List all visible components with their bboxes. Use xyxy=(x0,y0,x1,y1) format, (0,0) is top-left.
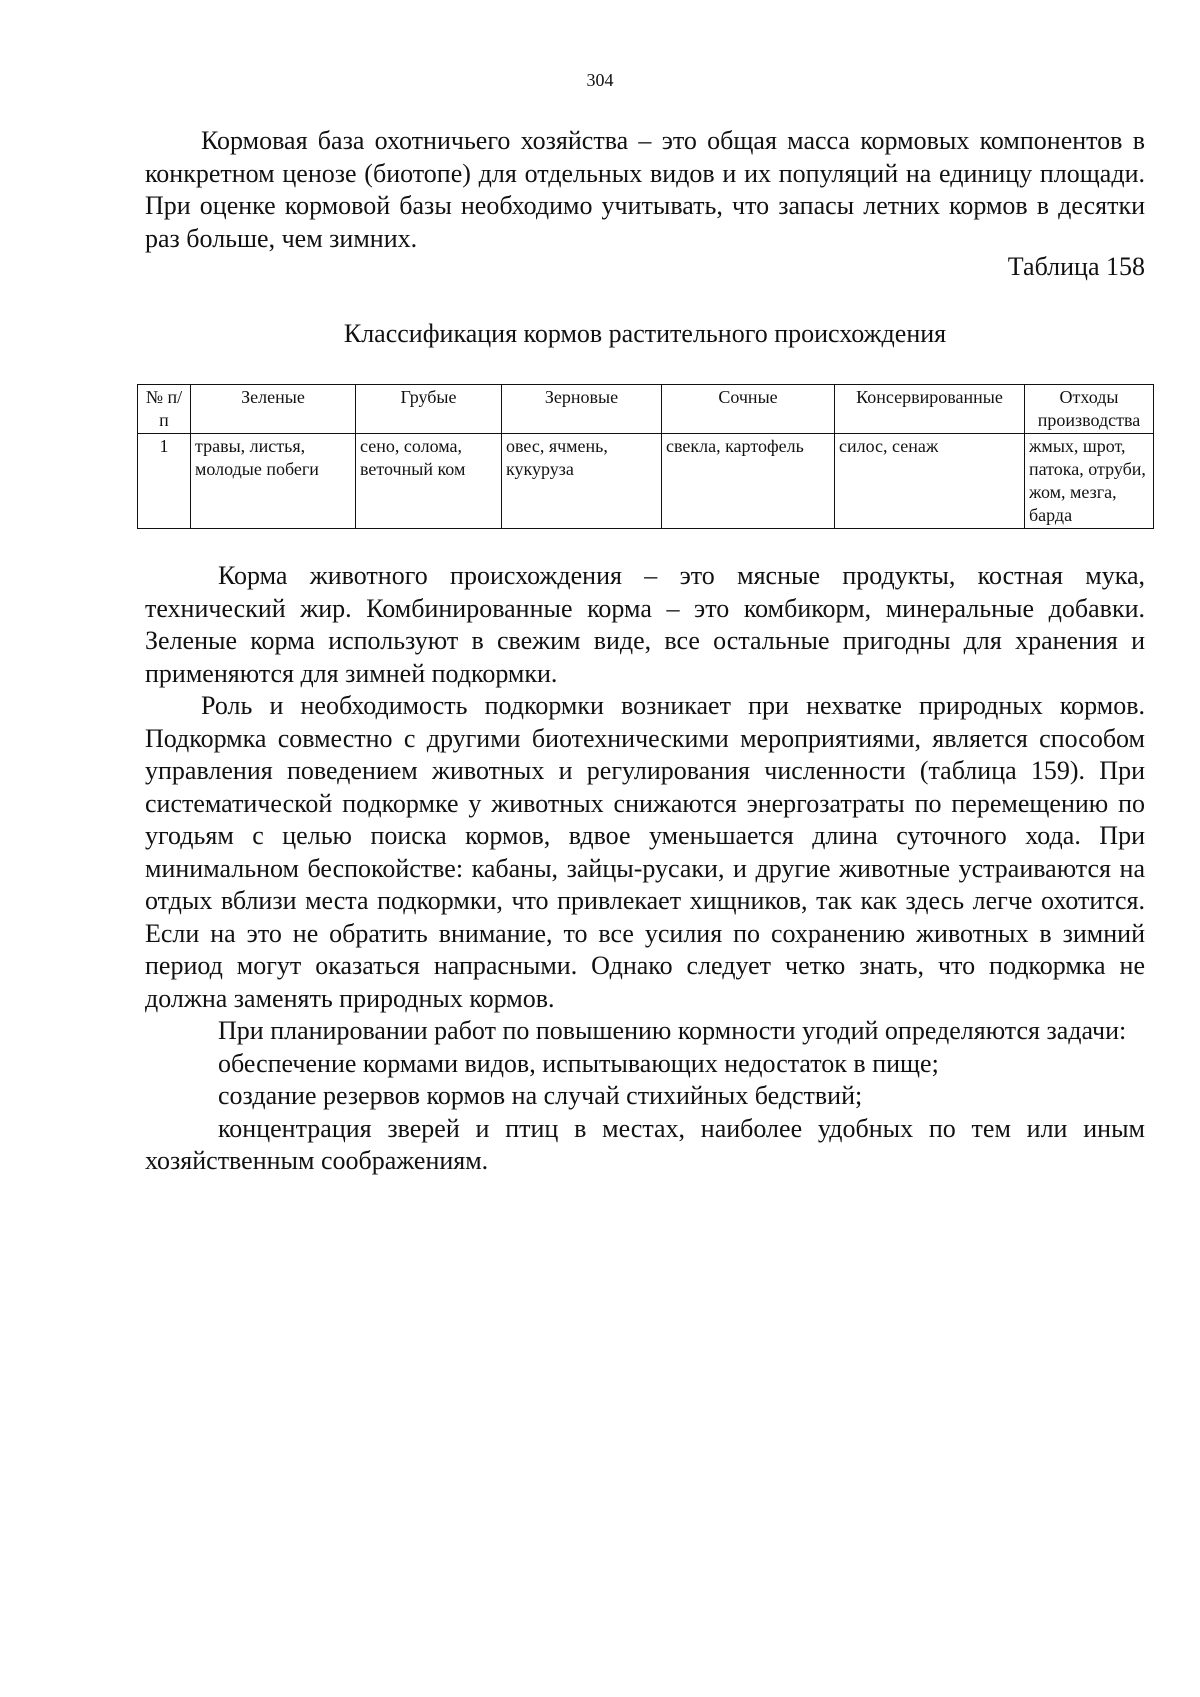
body-paragraph: Роль и необходимость подкормки возникает при нехватке природных кормов. Подкормка совместно с другими биотехническими мероприятиями, является способом управления поведением животных и регулирования численности (таблица 159). При систематической подкормке у животных снижаются энергозатраты по перемещению по угодьям с целью поиска кормов, вдвое уменьшается длина суточного хода. При минимальном беспокойстве: кабаны, зайцы-русаки, и другие животные устраиваются на отдых вблизи места подкормки, что привлекает хищников, так как здесь легче охотится. Если на это не обратить внимание, то все усилия по сохранению животных в зимний период могут оказаться напрасными. Однако следует четко знать, что подкормка не должна заменять природных кормов. xyxy=(145,691,1145,1013)
table-title: Классификация кормов растительного происхождения xyxy=(343,319,947,348)
table-header-cell: Зерновые xyxy=(502,385,662,434)
task-list-item: концентрация зверей и птиц в местах, наиболее удобных по тем или иным хозяйственным соображениям. xyxy=(145,1113,1145,1175)
table-cell: жмых, шрот, патока, отруби, жом, мезга, барда xyxy=(1025,434,1154,529)
body-paragraph: При планировании работ по повышению кормности угодий определяются задачи: xyxy=(218,1016,1127,1045)
table-header-cell: Консервированные xyxy=(835,385,1025,434)
table-cell: свекла, картофель xyxy=(662,434,835,529)
body-section xyxy=(145,560,1145,1178)
table-header-row xyxy=(138,385,1154,434)
page-number: 304 xyxy=(586,70,614,90)
table-header-cell: Отходы производства xyxy=(1025,385,1154,434)
table-cell: овес, ячмень, кукуруза xyxy=(502,434,662,529)
task-list-item: обеспечение кормами видов, испытывающих недостаток в пище; xyxy=(218,1048,939,1078)
feed-classification-table xyxy=(137,384,1154,529)
intro-paragraph: Кормовая база охотничьего хозяйства – это общая масса кормовых компонентов в конкретном ценозе (биотопе) для отдельных видов и их популяций на единицу площади. При оценке кормовой базы необходимо учитывать, что запасы летних кормов в десятки раз больше, чем зимних. xyxy=(145,126,1145,253)
table-cell: 1 xyxy=(138,434,191,529)
intro-section xyxy=(145,125,1145,255)
body-paragraph: Корма животного происхождения – это мясные продукты, костная мука, технический жир. Комбинированные корма – это комбикорм, минеральные добавки. Зеленые корма используют в свежим виде, все остальные пригодны для хранения и применяются для зимней подкормки. xyxy=(145,561,1145,688)
table-header-cell: Грубые xyxy=(356,385,502,434)
table-cell: силос, сенаж xyxy=(835,434,1025,529)
table-cell: сено, солома, веточный ком xyxy=(356,434,502,529)
table-label: Таблица 158 xyxy=(1007,252,1145,281)
table-row xyxy=(138,434,1154,529)
table-header-cell: Сочные xyxy=(662,385,835,434)
table-header-cell: № п/п xyxy=(138,385,191,434)
task-list-item: создание резервов кормов на случай стихийных бедствий; xyxy=(218,1081,863,1110)
table-header-cell: Зеленые xyxy=(191,385,356,434)
table-cell: травы, листья, молодые побеги xyxy=(191,434,356,529)
